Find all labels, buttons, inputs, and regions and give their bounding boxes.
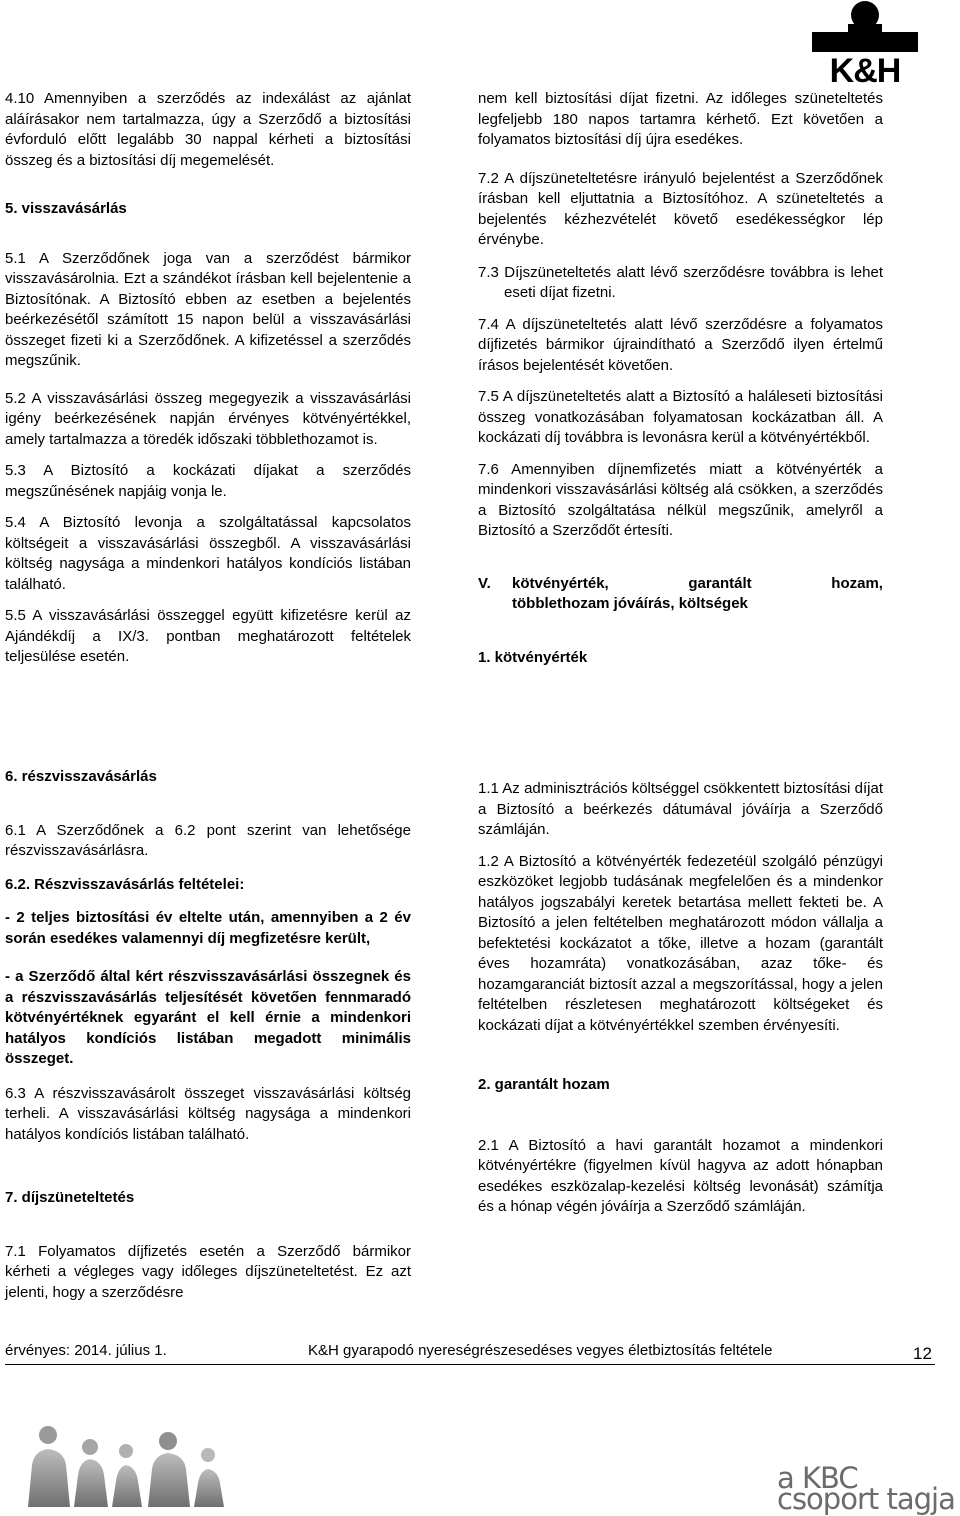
paragraph-5-2: 5.2 A visszavásárlási összeg megegyezik a visszavásárlási igény beérkezésének napján érvényes kötvényértékkel, amely tartalmazza a töredék időszaki többlethozamot is. [5, 389, 411, 448]
heading-v-word-3: hozam, [831, 574, 883, 592]
heading-6: 6. részvisszavásárlás [5, 768, 157, 785]
kh-logo [808, 0, 922, 88]
paragraph-7-1: 7.1 Folyamatos díjfizetés esetén a Szerződő bármikor kérheti a végleges vagy időleges díjszüneteltetést. Ez azt jelenti, hogy a szerződésre [5, 1242, 411, 1301]
heading-5: 5. visszavásárlás [5, 200, 127, 217]
heading-v-line-2: többlethozam jóváírás, költségek [512, 595, 748, 612]
heading-2-garantalt-hozam: 2. garantált hozam [478, 1076, 610, 1093]
left-column-bottom [5, 767, 411, 1303]
kbc-group-tagline: a KBC csoport tagja [777, 1461, 955, 1516]
footer-rule [5, 1364, 935, 1365]
heading-7: 7. díjszüneteltetés [5, 1189, 135, 1206]
page-footer [5, 1341, 933, 1367]
logo-text: K&H [829, 52, 901, 90]
paragraph-7-1-continued: nem kell biztosítási díjat fizetni. Az időleges szüneteltetés legfeljebb 180 napos tartamra kérhető. Ezt követően a folyamatos biztosítási díj újra esedékes. [478, 90, 883, 148]
footer-valid-date: érvényes: 2014. július 1. [5, 1342, 167, 1359]
heading-6-2: 6.2. Részvisszavásárlás feltételei: [5, 875, 245, 893]
paragraph-7-4: 7.4 A díjszüneteltetés alatt lévő szerződésre a folyamatos díjfizetés bármikor újraindítható a Szerződő ilyen értelmű írásos bejelentését követően. [478, 315, 883, 374]
right-column-bottom [478, 779, 883, 1218]
paragraph-2-1: 2.1 A Biztosító a havi garantált hozamot a mindenkori kötvényértékre (figyelmen kívül hagyva az adott hónapban esedékes eszközalap-kezelési költség levonását) számítja és a hónap végén jóváírja a Szerződő számláján. [478, 1136, 883, 1215]
paragraph-6-1: 6.1 A Szerződőnek a 6.2 pont szerint van lehetősége részvisszavásárlásra. [5, 821, 411, 859]
paragraph-1-1: 1.1 Az adminisztrációs költséggel csökkentett biztosítási díjat a Biztosító a beérkezés dátumával jóváírja a Szerződő számláján. [478, 780, 883, 838]
heading-v-word-2: garantált [688, 574, 752, 592]
paragraph-1-2: 1.2 A Biztosító a kötvényérték fedezetéül szolgáló pénzügyi eszközöket legjobb tudásának megfelelően és a mindenkor hatályos jogszabályi keretek betartása mellett fekteti be. A Biztosító a jelen feltételben meghatározott módon vállalja a befektetési kockázatot a tőke, illetve a hozam (garantált éves hozamráta) vonatkozásában, azaz tőke- és hozamgaranciát biztosít azzal a megszorítással, hogy a jelen feltételben részletesen meghatározott költségeket és kockázati díjat a kötvényértékkel szemben érvényesíti. [478, 852, 883, 1034]
paragraph-5-1: 5.1 A Szerződőnek joga van a szerződést bármikor visszavásárolnia. Ezt a szándékot írásban kell bejelentenie a Biztosítónak. A Biztosító ebben az esetben a bejelentés beérkezésétől számított 15 napon belül a visszavásárlási összeget fizeti ki a Szerződőnek. A kifizetéssel a szerződés megszűnik. [5, 249, 411, 369]
right-column-top [478, 89, 883, 668]
kh-person-icon [808, 0, 922, 56]
people-silhouettes-icon [18, 1425, 228, 1507]
paragraph-4-10: 4.10 Amennyiben a szerződés az indexálást az ajánlat aláírásakor nem tartalmazza, úgy a Szerződő a biztosítási évforduló előtt legalább 30 nappal kérheti a biztosítási összeg és a biztosítási díj megemelését. [5, 90, 411, 169]
paragraph-5-4: 5.4 A Biztosító levonja a szolgáltatással kapcsolatos költségeit a visszavásárlási összegből. A visszavásárlási költség nagysága a mindenkori hatályos kondíciós listában található. [5, 514, 411, 593]
paragraph-7-3: 7.3 Díjszüneteltetés alatt lévő szerződésre továbbra is lehet eseti díjat fizetni. [478, 263, 883, 301]
paragraph-5-3: 5.3 A Biztosító a kockázati díjakat a szerződés megszűnésének napjáig vonja le. [5, 462, 411, 500]
heading-v-number: V. [478, 574, 491, 592]
heading-v-word-1: kötvényérték, [512, 574, 609, 592]
paragraph-6-3: 6.3 A részvisszavásárolt összeget visszavásárlási költség terheli. A visszavásárlási költség nagysága a mindenkori hatályos kondíciós listában található. [5, 1084, 411, 1143]
condition-1: - 2 teljes biztosítási év eltelte után, amennyiben a 2 év során esedékes valamennyi díj megfizetésre került, [5, 909, 411, 947]
footer-document-title: K&H gyarapodó nyereségrészesedéses vegyes életbiztosítás feltétele [308, 1342, 773, 1359]
heading-1-kotvenyertek: 1. kötvényérték [478, 648, 588, 666]
paragraph-5-5: 5.5 A visszavásárlási összeggel együtt kifizetésre kerül az Ajándékdíj a IX/3. pontban meghatározott feltételek teljesülése esetén. [5, 607, 411, 665]
heading-section-v [478, 574, 883, 615]
page-number: 12 [913, 1344, 932, 1363]
left-column-top [5, 89, 411, 668]
condition-2: - a Szerződő által kért részvisszavásárlási összegnek és a részvisszavásárlás teljesítését követően fennmaradó kötvényértéknek egyaránt el kell érnie a mindenkori hatályos kondíciós listában megadott minimális összeget. [5, 968, 411, 1067]
paragraph-7-2: 7.2 A díjszüneteltetésre irányuló bejelentést a Szerződőnek írásban kell eljuttatnia a Biztosítóhoz. A szüneteltetés a bejelentés kézhezvételét követő esedékességkor lép érvénybe. [478, 169, 883, 248]
paragraph-7-6: 7.6 Amennyiben díjnemfizetés miatt a kötvényérték a mindenkori visszavásárlási költség alá csökken, a szerződés a Biztosító szolgáltatása nélkül megszűnik, amelyről a Biztosító a Szerződőt értesíti. [478, 460, 883, 539]
paragraph-7-5: 7.5 A díjszüneteltetés alatt a Biztosító a haláleseti biztosítási összeg vonatkozásában folyamatosan kockázatban áll. A kockázati díj továbbra is levonásra kerül a kötvényértékből. [478, 388, 883, 446]
